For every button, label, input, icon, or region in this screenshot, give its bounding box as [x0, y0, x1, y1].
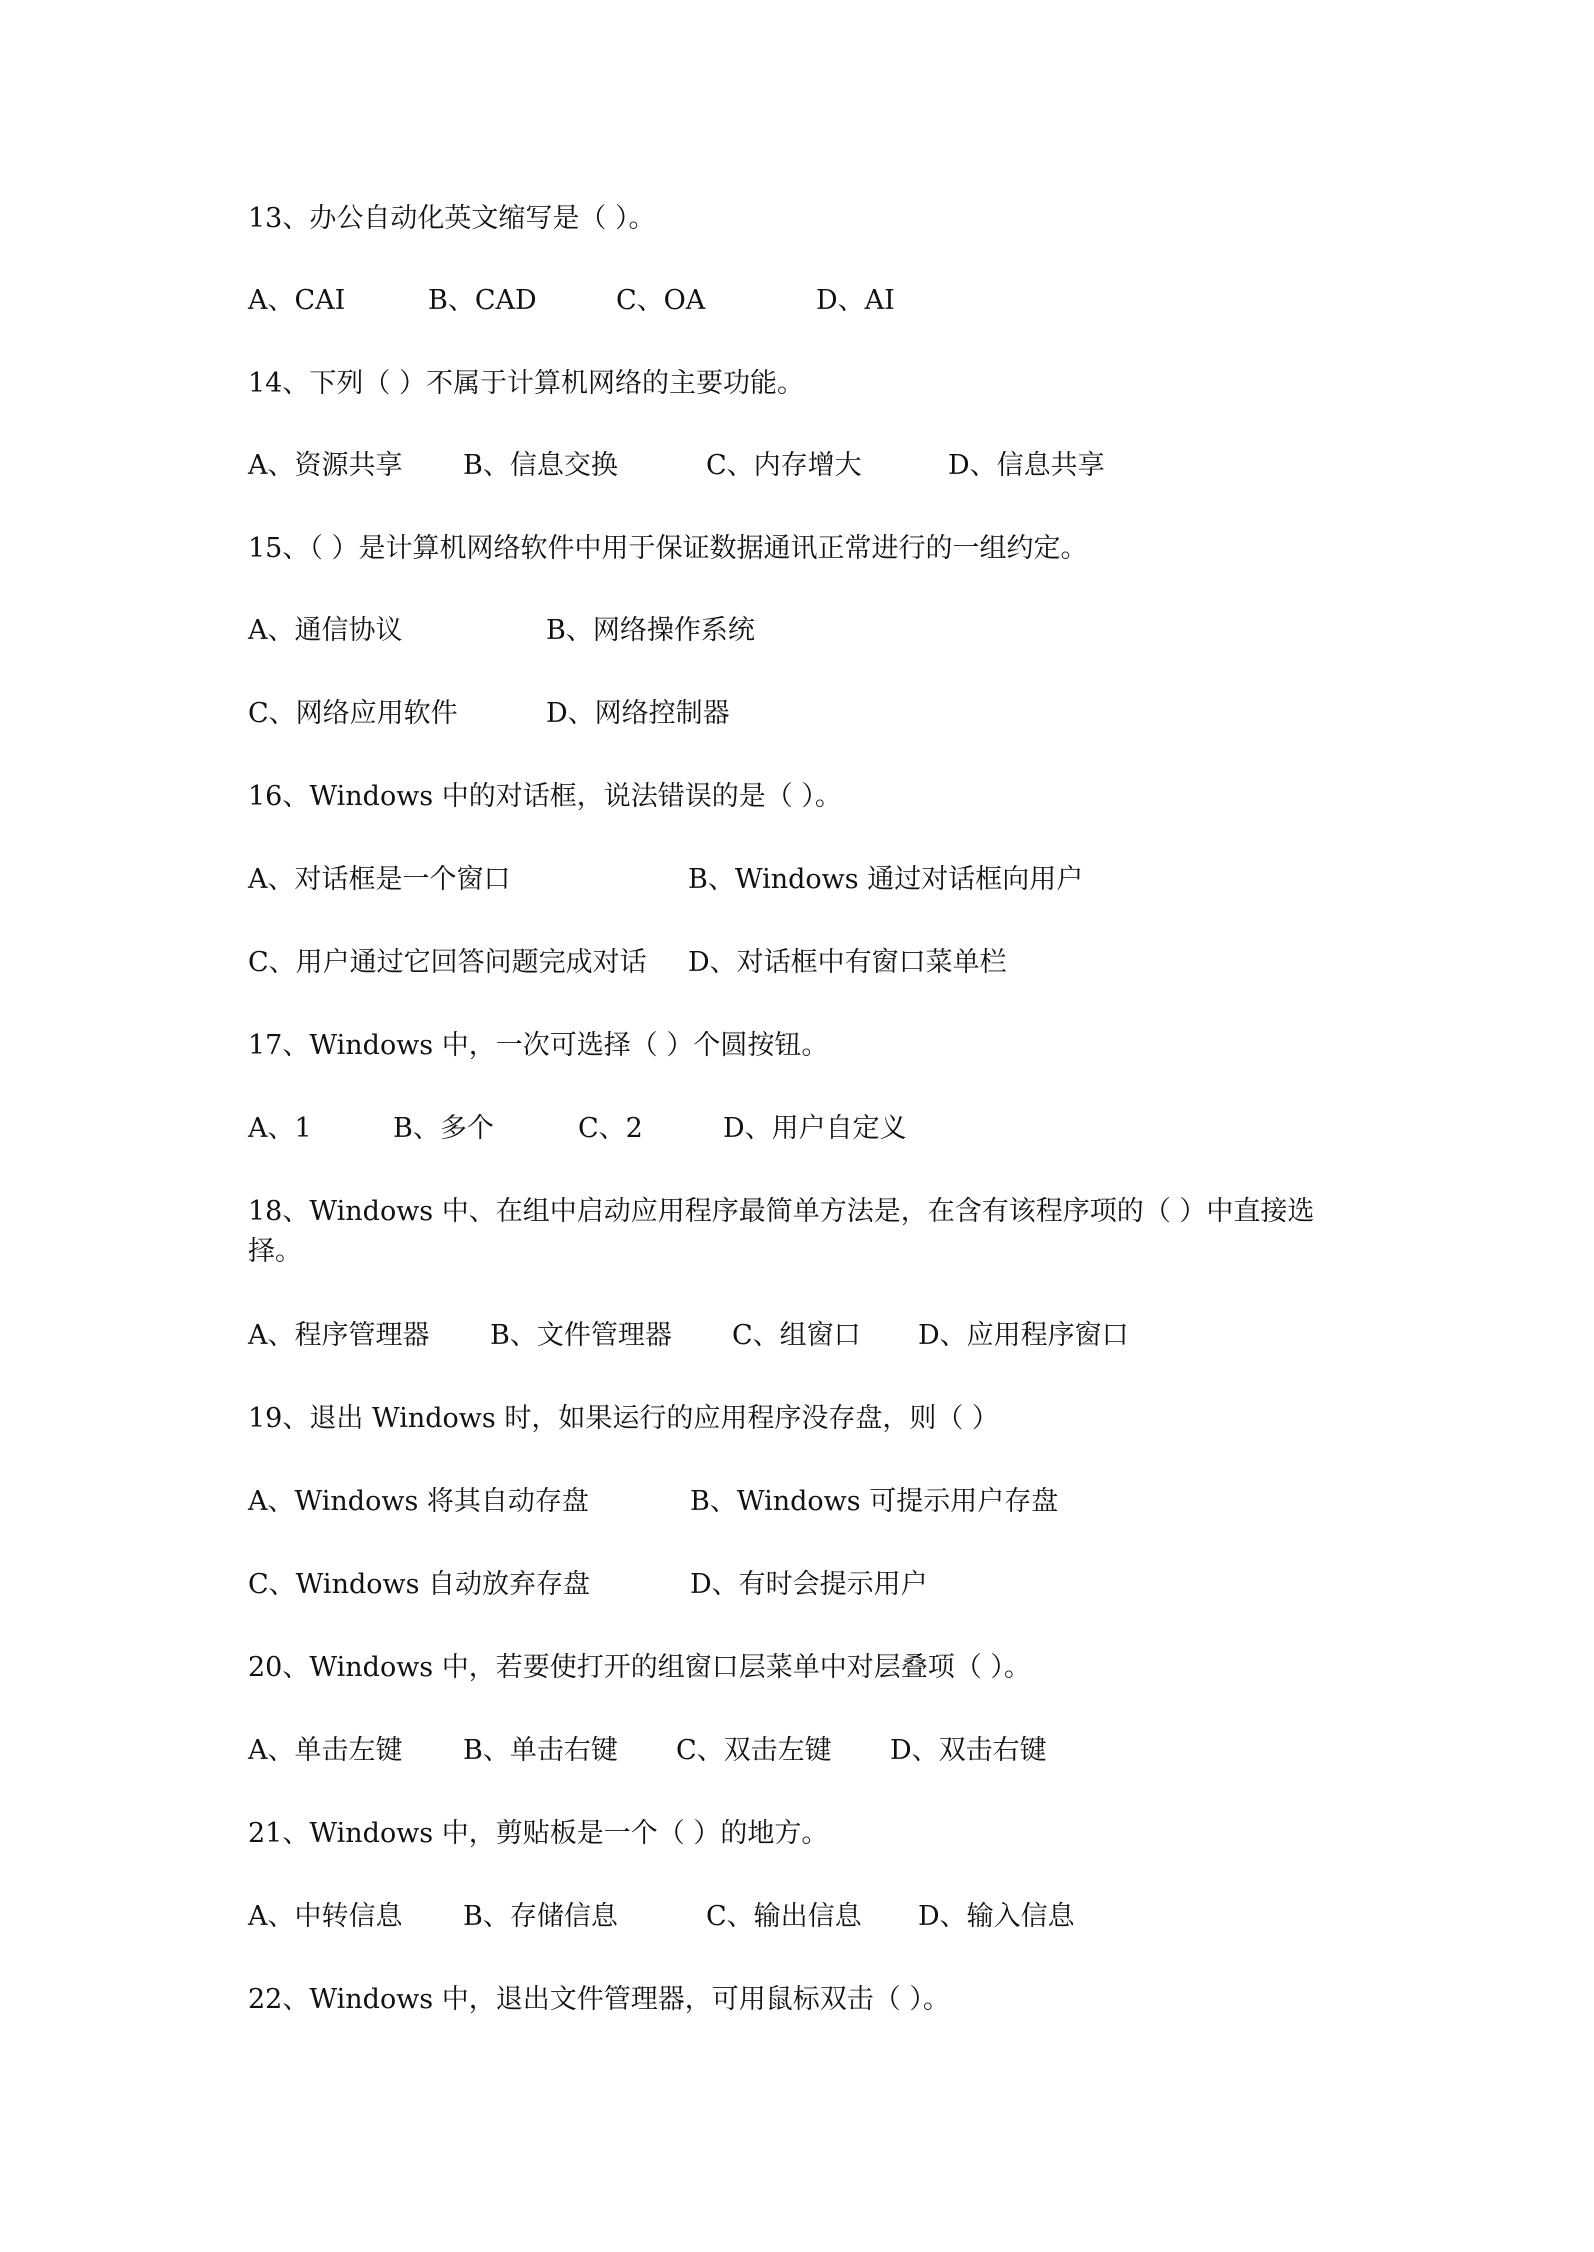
option-b: B、信息交换 — [463, 450, 618, 481]
option-a: A、1 — [248, 1113, 312, 1144]
option-a: A、Windows 将其自动存盘 — [248, 1486, 589, 1517]
option-d: D、AI — [816, 285, 895, 316]
option-c: C、输出信息 — [706, 1901, 862, 1932]
option-d: D、用户自定义 — [723, 1113, 907, 1144]
question-21-stem: 21、Windows 中，剪贴板是一个（ ）的地方。 — [248, 1818, 829, 1849]
option-b: B、网络操作系统 — [546, 615, 755, 646]
option-a: A、中转信息 — [248, 1901, 403, 1932]
option-b: B、多个 — [393, 1113, 494, 1144]
question-18-stem: 18、Windows 中、在组中启动应用程序最简单方法是，在含有该程序项的（ ）中直接选择。 — [248, 1196, 1315, 1267]
option-c: C、内存增大 — [706, 450, 862, 481]
option-d: D、有时会提示用户 — [690, 1569, 928, 1600]
option-d: D、应用程序窗口 — [918, 1320, 1129, 1351]
option-b: B、CAD — [428, 285, 537, 316]
option-a: A、程序管理器 — [248, 1320, 430, 1351]
option-b: B、Windows 通过对话框向用户 — [688, 864, 1084, 895]
option-d: D、双击右键 — [890, 1735, 1047, 1766]
option-c: C、双击左键 — [676, 1735, 832, 1766]
question-22-stem: 22、Windows 中，退出文件管理器，可用鼠标双击（ ）。 — [248, 1984, 950, 2015]
option-d: D、输入信息 — [918, 1901, 1075, 1932]
option-b: B、存储信息 — [463, 1901, 618, 1932]
question-13-stem: 13、办公自动化英文缩写是（ ）。 — [248, 203, 656, 234]
question-14-stem: 14、下列（ ）不属于计算机网络的主要功能。 — [248, 368, 804, 399]
option-d: D、对话框中有窗口菜单栏 — [688, 947, 1007, 978]
option-a: A、通信协议 — [248, 615, 403, 646]
option-d: D、信息共享 — [948, 450, 1105, 481]
option-c: C、组窗口 — [732, 1320, 861, 1351]
option-c: C、2 — [578, 1113, 643, 1144]
option-b: B、文件管理器 — [490, 1320, 672, 1351]
option-b: B、单击右键 — [463, 1735, 618, 1766]
option-a: A、资源共享 — [248, 450, 403, 481]
question-15-stem: 15、（ ）是计算机网络软件中用于保证数据通讯正常进行的一组约定。 — [248, 533, 1088, 564]
option-d: D、网络控制器 — [546, 698, 730, 729]
option-c: C、OA — [616, 285, 706, 316]
option-c: C、网络应用软件 — [248, 698, 458, 729]
question-20-stem: 20、Windows 中，若要使打开的组窗口层菜单中对层叠项（ ）。 — [248, 1652, 1031, 1683]
question-19-stem: 19、退出 Windows 时，如果运行的应用程序没存盘，则（ ） — [248, 1403, 999, 1434]
question-16-stem: 16、Windows 中的对话框，说法错误的是（ ）。 — [248, 781, 842, 812]
question-17-stem: 17、Windows 中，一次可选择（ ）个圆按钮。 — [248, 1030, 829, 1061]
option-a: A、CAI — [248, 285, 346, 316]
option-b: B、Windows 可提示用户存盘 — [690, 1486, 1059, 1517]
option-a: A、对话框是一个窗口 — [248, 864, 511, 895]
option-c: C、Windows 自动放弃存盘 — [248, 1569, 591, 1600]
option-c: C、用户通过它回答问题完成对话 — [248, 947, 647, 978]
option-a: A、单击左键 — [248, 1735, 403, 1766]
